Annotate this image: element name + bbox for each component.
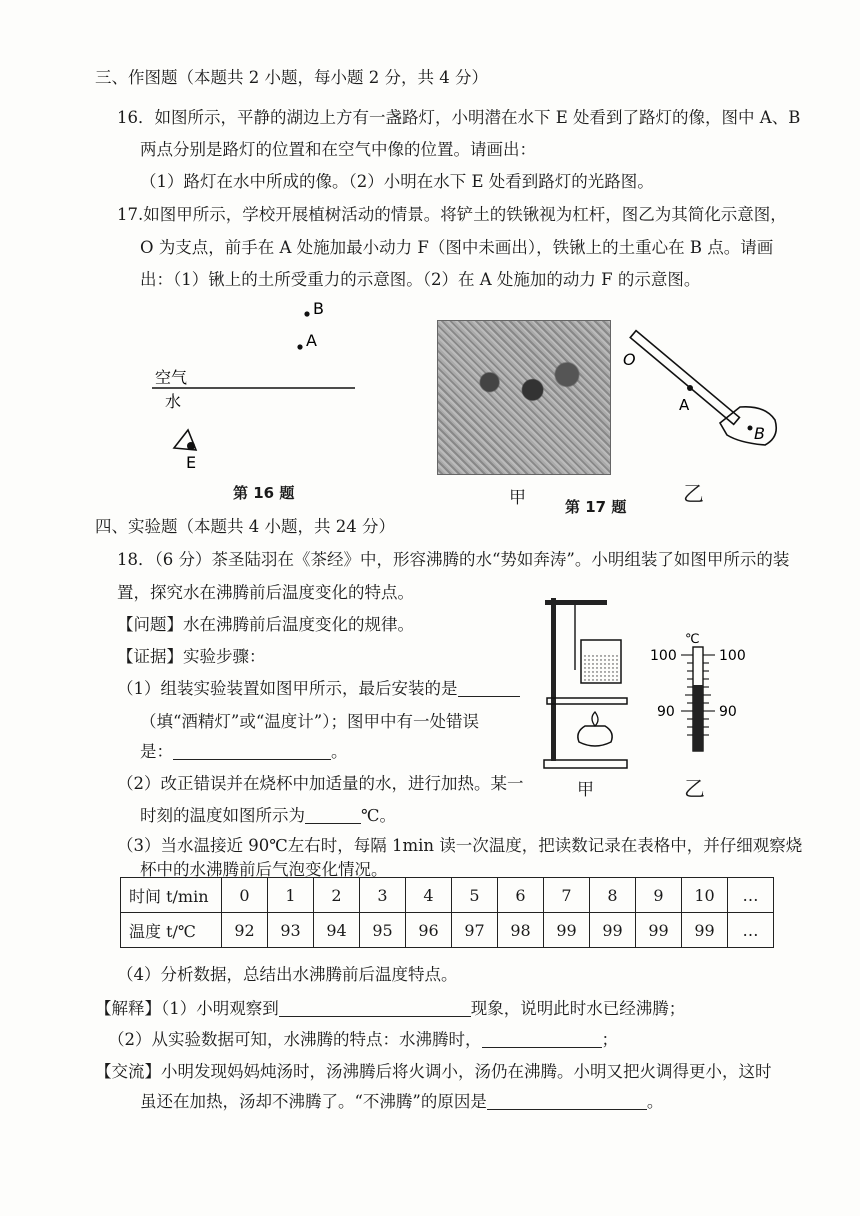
temp-cell: 96	[406, 913, 452, 948]
time-cell: 10	[682, 878, 728, 913]
time-cell: 9	[636, 878, 682, 913]
q18-exchange2-end: 。	[646, 1092, 664, 1111]
q18-step1-line-c	[140, 738, 348, 762]
stand-rod	[551, 598, 556, 761]
figure-16	[140, 290, 380, 480]
q18-explain2-text: （2）从实验数据可知，水沸腾的特点：水沸腾时，	[108, 1030, 482, 1049]
q18-explain1-text-a: 【解释】（1）小明观察到	[95, 999, 279, 1018]
planting-photo	[437, 320, 611, 475]
time-cell: 7	[544, 878, 590, 913]
shovel-diagram	[615, 325, 790, 455]
thermometer-label-yi: 乙	[684, 777, 705, 801]
boiling-apparatus	[535, 590, 640, 795]
label-water: 水	[165, 392, 182, 411]
q17-text-line-2: O 为支点，前手在 A 处施加最小动力 F（图中未画出），铁锹上的土重心在 B 点。请画	[140, 238, 774, 257]
answer-blank-phenomenon[interactable]	[279, 1000, 471, 1018]
beaker-water	[583, 655, 619, 682]
temp-cell: 99	[590, 913, 636, 948]
label-b-shovel: B	[754, 424, 765, 443]
temp-cell: 99	[636, 913, 682, 948]
q18-step1-text-a: （1）组装实验装置如图甲所示，最后安装的是	[117, 679, 458, 698]
q16-text-line-3: （1）路灯在水中所成的像。（2）小明在水下 E 处看到路灯的光路图。	[140, 172, 654, 191]
answer-blank-reason[interactable]	[487, 1093, 647, 1111]
q17-text-line-3: 出：（1）锹上的土所受重力的示意图。（2）在 A 处施加的动力 F 的示意图。	[140, 270, 701, 289]
support-ring	[547, 698, 627, 704]
section-4-heading: 四、实验题（本题共 4 小题，共 24 分）	[95, 517, 395, 536]
label-a: A	[306, 331, 317, 350]
temp-cell: 95	[360, 913, 406, 948]
label-b: B	[313, 299, 324, 318]
figure-17-label-jia: 甲	[509, 488, 526, 508]
temp-cell: 99	[682, 913, 728, 948]
tick-label-100-left: 100	[650, 648, 677, 664]
time-cell: 5	[452, 878, 498, 913]
q17-text-line-1: 17.如图甲所示，学校开展植树活动的情景。将铲土的铁锹视为杠杆，图乙为其简化示意图，	[117, 205, 787, 224]
q18-text-line-1: 18．（6 分）茶圣陆羽在《茶经》中，形容沸腾的水“势如奔涛”。小明组装了如图甲所示的装	[117, 550, 790, 569]
label-o: O	[623, 350, 636, 369]
q18-text-line-2: 置，探究水在沸腾前后温度变化的特点。	[117, 583, 414, 602]
q18-step3-line-b: 杯中的水沸腾前后气泡变化情况。	[140, 860, 388, 879]
q18-step1-line-a	[117, 675, 520, 699]
q18-explain-line-1	[95, 995, 685, 1019]
q18-step3-line-a: （3）当水温接近 90℃左右时，每隔 1min 读一次温度，把读数记录在表格中，并仔细观察烧	[117, 836, 803, 855]
thermometer-unit: ℃	[685, 632, 700, 647]
stand-base	[544, 760, 627, 768]
tick-label-90-left: 90	[657, 704, 675, 720]
tick-label-100-right: 100	[719, 648, 746, 664]
time-cell: 0	[222, 878, 268, 913]
q18-step1-text-c: 是：	[140, 742, 173, 761]
label-a-shovel: A	[679, 396, 690, 414]
time-cell: 4	[406, 878, 452, 913]
time-cell: 3	[360, 878, 406, 913]
thermometer-liquid	[693, 685, 703, 751]
point-a-on-shovel	[687, 385, 693, 391]
q18-step2-line-a: （2）改正错误并在烧杯中加适量的水，进行加热。某一	[117, 774, 524, 793]
point-a	[297, 344, 302, 349]
answer-blank-error[interactable]	[173, 743, 331, 761]
q18-step2-unit: ℃。	[361, 806, 396, 825]
shovel-blade	[720, 407, 776, 445]
q18-explain-line-2	[108, 1026, 618, 1050]
label-air: 空气	[155, 368, 188, 387]
apparatus-label-jia: 甲	[577, 780, 594, 800]
label-e: E	[186, 453, 197, 472]
time-cell: 1	[268, 878, 314, 913]
q18-step2-line-b	[140, 802, 396, 826]
answer-blank-temperature[interactable]	[305, 807, 361, 825]
section-3-heading: 三、作图题（本题共 2 小题，每小题 2 分，共 4 分）	[95, 68, 488, 87]
q18-exchange2-text: 虽还在加热，汤却不沸腾了。“不沸腾”的原因是	[140, 1092, 487, 1111]
time-cell: 2	[314, 878, 360, 913]
point-b	[304, 311, 309, 316]
time-cell: …	[728, 878, 774, 913]
clamp-arm	[545, 600, 607, 605]
answer-blank-last-installed[interactable]	[458, 680, 520, 698]
point-b-on-shovel	[748, 426, 753, 431]
q18-explain1-text-b: 现象，说明此时水已经沸腾；	[470, 999, 686, 1018]
temp-cell: 97	[452, 913, 498, 948]
temp-cell: 98	[498, 913, 544, 948]
q18-explain2-end: ；	[601, 1030, 618, 1049]
q18-step4: （4）分析数据，总结出水沸腾前后温度特点。	[117, 965, 458, 984]
time-header: 时间 t/min	[121, 878, 222, 913]
eye-icon	[174, 430, 196, 450]
q18-step1-line-b: （填“酒精灯”或“温度计”）；图甲中有一处错误	[140, 712, 479, 731]
q18-evidence: 【证据】实验步骤：	[117, 647, 266, 666]
q18-step2-text-b: 时刻的温度如图所示为	[140, 806, 305, 825]
figure-17-label-yi: 乙	[683, 482, 704, 506]
q18-exchange-line-1: 【交流】小明发现妈妈炖汤时，汤沸腾后将火调小，汤仍在沸腾。小明又把火调得更小，这时	[95, 1062, 772, 1081]
temp-cell: 99	[544, 913, 590, 948]
flame	[592, 712, 598, 726]
temp-cell: 92	[222, 913, 268, 948]
temp-cell: …	[728, 913, 774, 948]
table-row	[121, 913, 774, 948]
thermometer-scale	[645, 625, 795, 755]
table-row	[121, 878, 774, 913]
temp-header: 温度 t/℃	[121, 913, 222, 948]
time-cell: 6	[498, 878, 544, 913]
figure-17-caption: 第 17 题	[565, 498, 627, 516]
q16-text-line-2: 两点分别是路灯的位置和在空气中像的位置。请画出：	[140, 140, 536, 159]
temperature-table	[120, 877, 774, 948]
answer-blank-boiling-feature[interactable]	[482, 1031, 602, 1049]
tick-label-90-right: 90	[719, 704, 737, 720]
q16-text-line-1: 16．如图所示，平静的湖边上方有一盏路灯，小明潜在水下 E 处看到了路灯的像，图中 A、B	[117, 108, 801, 127]
q18-exchange-line-2	[140, 1088, 663, 1112]
temp-cell: 93	[268, 913, 314, 948]
time-cell: 8	[590, 878, 636, 913]
q18-question: 【问题】水在沸腾前后温度变化的规律。	[117, 615, 414, 634]
figure-16-caption: 第 16 题	[233, 484, 295, 502]
temp-cell: 94	[314, 913, 360, 948]
q18-step1-period: 。	[331, 742, 348, 761]
alcohol-lamp	[578, 726, 612, 746]
